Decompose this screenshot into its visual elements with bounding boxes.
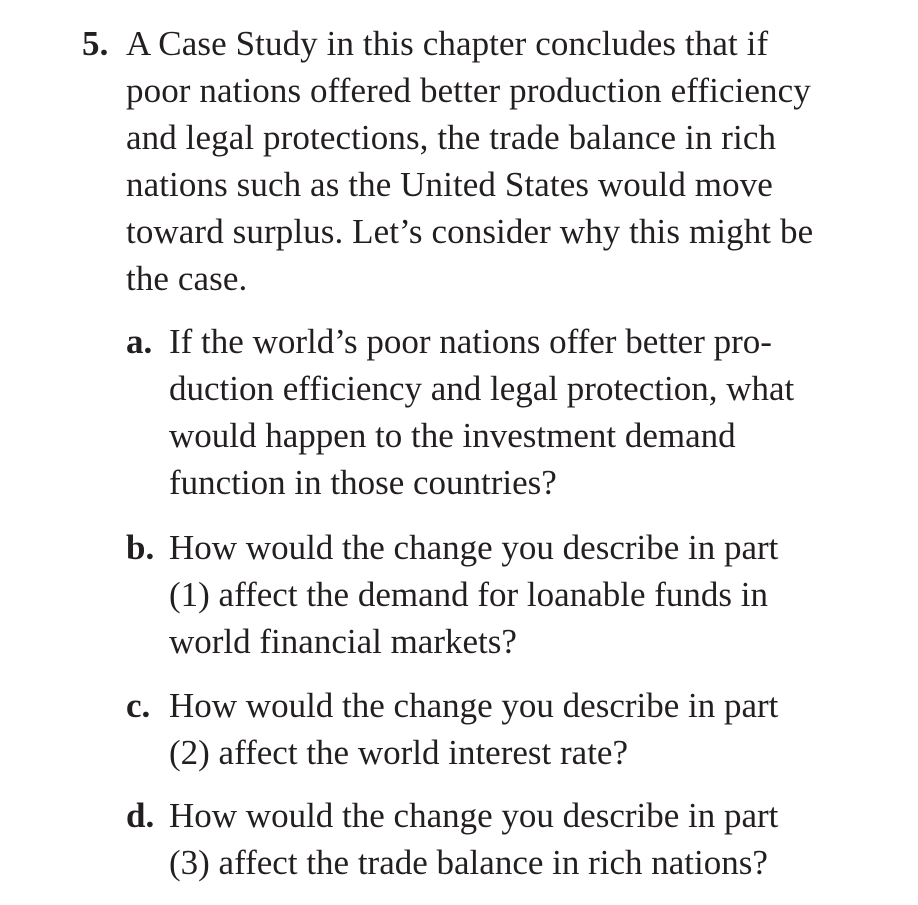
part-letter: d. xyxy=(126,796,155,835)
part-line: How would the change you describe in part xyxy=(169,686,779,725)
part-line: would happen to the investment demand xyxy=(169,416,736,455)
question-line: toward surplus. Let’s consider why this might be xyxy=(126,212,814,251)
part-d xyxy=(126,792,906,886)
part-letter: a. xyxy=(126,322,153,361)
part-line: (3) affect the trade balance in rich nations? xyxy=(169,843,768,882)
part-line: How would the change you describe in part xyxy=(169,528,779,567)
part-line: (1) affect the demand for loanable funds in xyxy=(169,575,768,614)
question-line: and legal protections, the trade balance in rich xyxy=(126,118,777,157)
question-line: poor nations offered better production efficiency xyxy=(126,71,811,110)
part-line: world financial markets? xyxy=(169,622,517,661)
part-line: duction efficiency and legal protection, what xyxy=(169,369,795,408)
question-line: A Case Study in this chapter concludes that if xyxy=(126,24,769,63)
part-line: If the world’s poor nations offer better pro- xyxy=(169,322,772,361)
question-5 xyxy=(82,20,912,302)
part-line: (2) affect the world interest rate? xyxy=(169,733,628,772)
part-a xyxy=(126,318,906,506)
part-line: function in those countries? xyxy=(169,463,557,502)
part-b xyxy=(126,524,906,665)
question-stem xyxy=(82,20,912,302)
part-letter: b. xyxy=(126,528,155,567)
part-letter: c. xyxy=(126,686,151,725)
question-number: 5. xyxy=(82,24,109,63)
question-line: the case. xyxy=(126,259,248,298)
part-c xyxy=(126,682,906,776)
question-line: nations such as the United States would move xyxy=(126,165,773,204)
part-line: How would the change you describe in part xyxy=(169,796,779,835)
